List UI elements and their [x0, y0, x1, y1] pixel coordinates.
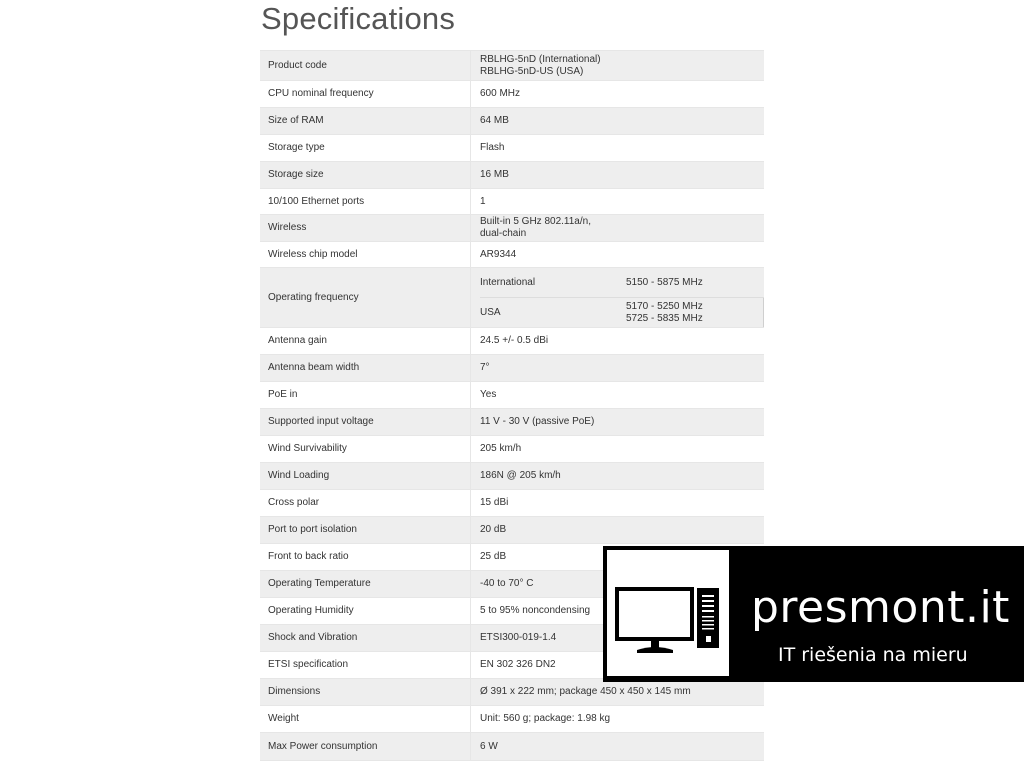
- frequency-band: 5725 - 5835 MHz: [626, 312, 703, 324]
- spec-value: [471, 517, 765, 544]
- frequency-band: 5150 - 5875 MHz: [626, 276, 703, 288]
- spec-key: Front to back ratio: [260, 544, 471, 571]
- spec-key: Port to port isolation: [260, 517, 471, 544]
- frequency-bands: [626, 298, 764, 328]
- spec-value-line: 11 V - 30 V (passive PoE): [480, 416, 595, 427]
- spec-value-line: 16 MB: [480, 169, 509, 180]
- logo-name: presmont.it: [751, 582, 1010, 633]
- spec-row: [260, 436, 764, 463]
- spec-value-line: Unit: 560 g; package: 1.98 kg: [480, 713, 611, 724]
- spec-value: [471, 51, 765, 81]
- spec-key: Operating frequency: [260, 268, 471, 328]
- spec-value: [471, 463, 765, 490]
- spec-value: [471, 382, 765, 409]
- spec-value: [471, 215, 765, 242]
- spec-value-line: 1: [480, 195, 486, 207]
- spec-key: PoE in: [260, 382, 471, 409]
- spec-row: [260, 706, 764, 733]
- spec-value-line: 600 MHz: [480, 88, 521, 99]
- spec-value-line: AR9344: [480, 248, 517, 260]
- spec-value-line: Ø 391 x 222 mm; package 450 x 450 x 145 mm: [480, 686, 691, 697]
- spec-row: [260, 382, 764, 409]
- spec-value-line: 186N @ 205 km/h: [480, 470, 561, 481]
- desktop-computer-icon: [607, 550, 729, 676]
- spec-key: Wireless: [260, 215, 471, 242]
- spec-value-line: Built-in 5 GHz 802.11a/n,: [480, 216, 591, 227]
- spec-value-line: 5 to 95% noncondensing: [480, 605, 591, 616]
- spec-value: [471, 436, 765, 463]
- spec-value-line: 24.5 +/- 0.5 dBi: [480, 335, 549, 346]
- spec-key: ETSI specification: [260, 652, 471, 679]
- spec-value: [471, 409, 765, 436]
- spec-value: [471, 733, 765, 761]
- spec-key: Storage type: [260, 135, 471, 162]
- spec-value: [471, 135, 765, 162]
- logo-tagline: IT riešenia na mieru: [778, 644, 968, 666]
- spec-row: [260, 517, 764, 544]
- spec-row: [260, 409, 764, 436]
- spec-value: [471, 706, 765, 733]
- spec-key: Max Power consumption: [260, 733, 471, 761]
- spec-value-line: 15 dBi: [480, 497, 509, 508]
- spec-key: Operating Temperature: [260, 571, 471, 598]
- spec-row: [260, 162, 764, 189]
- frequency-region: USA: [480, 298, 626, 328]
- spec-key: Wind Survivability: [260, 436, 471, 463]
- spec-row: [260, 268, 764, 328]
- spec-value: [471, 679, 765, 706]
- frequency-region: International: [480, 276, 536, 288]
- spec-value: [471, 242, 765, 268]
- spec-row: [260, 355, 764, 382]
- spec-value-line: 7°: [480, 362, 490, 373]
- spec-key: 10/100 Ethernet ports: [260, 189, 471, 215]
- spec-value-line: Flash: [480, 142, 505, 153]
- spec-key: Supported input voltage: [260, 409, 471, 436]
- spec-key: Wind Loading: [260, 463, 471, 490]
- spec-value: [471, 355, 765, 382]
- spec-row: [260, 135, 764, 162]
- spec-row: [260, 51, 764, 81]
- frequency-row: [480, 298, 764, 328]
- spec-key: Antenna beam width: [260, 355, 471, 382]
- spec-row: [260, 81, 764, 108]
- spec-value: [471, 328, 765, 355]
- spec-value-line: EN 302 326 DN2: [480, 659, 556, 670]
- frequency-table: [480, 268, 764, 327]
- spec-key: Shock and Vibration: [260, 625, 471, 652]
- spec-row: [260, 189, 764, 215]
- spec-row: [260, 242, 764, 268]
- spec-key: Antenna gain: [260, 328, 471, 355]
- spec-value: [471, 81, 765, 108]
- spec-row: [260, 215, 764, 242]
- spec-value-line: 25 dB: [480, 551, 507, 562]
- spec-value-line: RBLHG-5nD-US (USA): [480, 65, 584, 77]
- spec-value: [471, 189, 765, 215]
- spec-row: [260, 733, 764, 761]
- spec-value-line: Yes: [480, 389, 497, 400]
- spec-value-line: 64 MB: [480, 115, 509, 126]
- spec-key: Wireless chip model: [260, 242, 471, 268]
- spec-row: [260, 463, 764, 490]
- spec-key: Product code: [260, 51, 471, 81]
- spec-key: Operating Humidity: [260, 598, 471, 625]
- spec-value-line: 20 dB: [480, 524, 507, 535]
- spec-key: Weight: [260, 706, 471, 733]
- spec-value-line: RBLHG-5nD (International): [480, 53, 601, 65]
- frequency-band: 5170 - 5250 MHz: [626, 300, 703, 312]
- page-title: Specifications: [261, 1, 456, 36]
- spec-value: [471, 490, 765, 517]
- spec-row: [260, 108, 764, 135]
- spec-value: [471, 268, 765, 328]
- spec-key: CPU nominal frequency: [260, 81, 471, 108]
- presmont-logo: [603, 546, 1024, 682]
- spec-value-line: -40 to 70° C: [480, 578, 534, 589]
- spec-key: Dimensions: [260, 679, 471, 706]
- spec-value-line: 205 km/h: [480, 443, 522, 454]
- spec-key: Cross polar: [260, 490, 471, 517]
- logo-icon-box: [607, 550, 729, 676]
- spec-row: [260, 490, 764, 517]
- spec-key: Storage size: [260, 162, 471, 189]
- spec-row: [260, 328, 764, 355]
- spec-row: [260, 679, 764, 706]
- spec-value-line: ETSI300-019-1.4: [480, 632, 557, 643]
- spec-value: [471, 162, 765, 189]
- spec-value-line: dual-chain: [480, 228, 527, 239]
- frequency-bands: [626, 268, 764, 298]
- frequency-row: [480, 268, 764, 298]
- spec-key: Size of RAM: [260, 108, 471, 135]
- spec-value: [471, 108, 765, 135]
- spec-value-line: 6 W: [480, 740, 498, 752]
